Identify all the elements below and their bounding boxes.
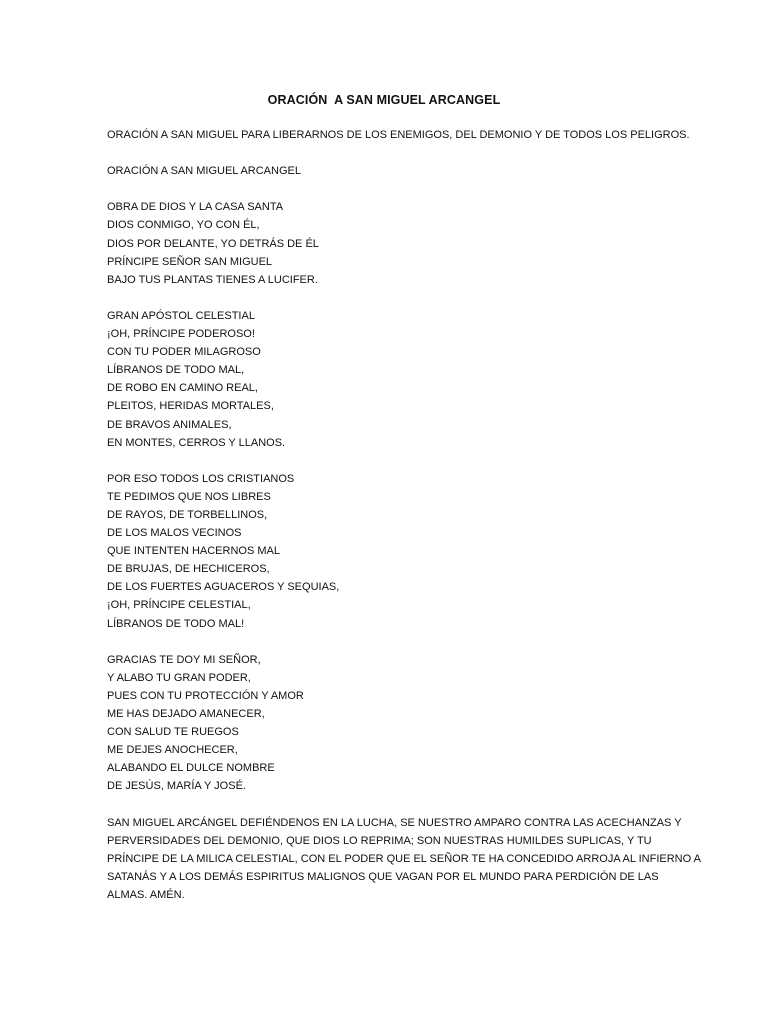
verse-line: DIOS CONMIGO, YO CON ÉL, [107,219,260,232]
verse-line: DE JESÚS, MARÍA Y JOSÉ. [107,780,246,793]
verse-line: DE BRUJAS, DE HECHICEROS, [107,563,270,576]
spacer [107,633,667,651]
verse-line: Y ALABO TU GRAN PODER, [107,671,251,684]
spacer [107,144,667,162]
verse-line: ME DEJES ANOCHECER, [107,744,238,757]
verse-line: GRACIAS TE DOY MI SEÑOR, [107,653,261,666]
closing-line: SATANÁS Y A LOS DEMÁS ESPIRITUS MALIGNOS QUE VAGAN POR EL MUNDO PARA PERDICIÓN DE LAS [107,870,659,883]
verse-line: POR ESO TODOS LOS CRISTIANOS [107,472,295,485]
stanza-3 [107,470,667,633]
stanza-4 [107,651,667,796]
spacer [107,452,667,470]
verse-line: LÍBRANOS DE TODO MAL! [107,617,245,630]
verse-line: DE BRAVOS ANIMALES, [107,418,232,431]
verse-line: OBRA DE DIOS Y LA CASA SANTA [107,201,284,214]
verse-line: ¡OH, PRÍNCIPE CELESTIAL, [107,599,251,612]
prayer-subtitle: ORACIÓN A SAN MIGUEL ARCANGEL [107,165,301,178]
verse-line: PUES CON TU PROTECCIÓN Y AMOR [107,689,304,702]
document-body [107,126,701,904]
verse-line: CON TU PODER MILAGROSO [107,346,261,359]
closing-paragraph [107,814,701,904]
verse-line: CON SALUD TE RUEGOS [107,726,239,739]
closing-line: SAN MIGUEL ARCÁNGEL DEFIÉNDENOS EN LA LUCHA, SE NUESTRO AMPARO CONTRA LAS ACECHANZAS Y [107,816,682,829]
verse-line: BAJO TUS PLANTAS TIENES A LUCIFER. [107,273,318,286]
stanza-1 [107,198,667,288]
verse-line: DIOS POR DELANTE, YO DETRÁS DE ÉL [107,237,319,250]
verse-line: ¡OH, PRÍNCIPE PODEROSO! [107,328,255,341]
verse-line: ALABANDO EL DULCE NOMBRE [107,762,275,775]
verse-line: ME HAS DEJADO AMANECER, [107,708,265,720]
closing-line: ALMAS. AMÉN. [107,888,185,901]
verse-line: PLEITOS, HERIDAS MORTALES, [107,400,274,413]
verse-line: QUE INTENTEN HACERNOS MAL [107,545,280,558]
closing-line: PRÍNCIPE DE LA MILICA CELESTIAL, CON EL PODER QUE EL SEÑOR TE HA CONCEDIDO ARROJA AL INFIERNO A [107,852,701,865]
verse-line: EN MONTES, CERROS Y LLANOS. [107,436,286,449]
spacer [107,289,667,307]
intro-line: ORACIÓN A SAN MIGUEL PARA LIBERARNOS DE LOS ENEMIGOS, DEL DEMONIO Y DE TODOS LOS PELIGROS. [107,129,690,141]
verse-line: GRAN APÓSTOL CELESTIAL [107,309,255,322]
verse-line: DE RAYOS, DE TORBELLINOS, [107,508,268,521]
verse-line: TE PEDIMOS QUE NOS LIBRES [107,490,271,503]
verse-line: PRÍNCIPE SEÑOR SAN MIGUEL [107,255,273,268]
spacer [107,795,667,813]
verse-line: DE LOS MALOS VECINOS [107,527,242,540]
spacer [107,180,667,198]
stanza-2 [107,307,667,452]
document-title: ORACIÓN A SAN MIGUEL ARCANGEL [267,93,501,107]
verse-line: DE LOS FUERTES AGUACEROS Y SEQUIAS, [107,581,340,594]
closing-line: PERVERSIDADES DEL DEMONIO, QUE DIOS LO REPRIMA; SON NUESTRAS HUMILDES SUPLICAS, Y TU [107,834,652,847]
verse-line: LÍBRANOS DE TODO MAL, [107,364,245,377]
verse-line: DE ROBO EN CAMINO REAL, [107,382,258,395]
